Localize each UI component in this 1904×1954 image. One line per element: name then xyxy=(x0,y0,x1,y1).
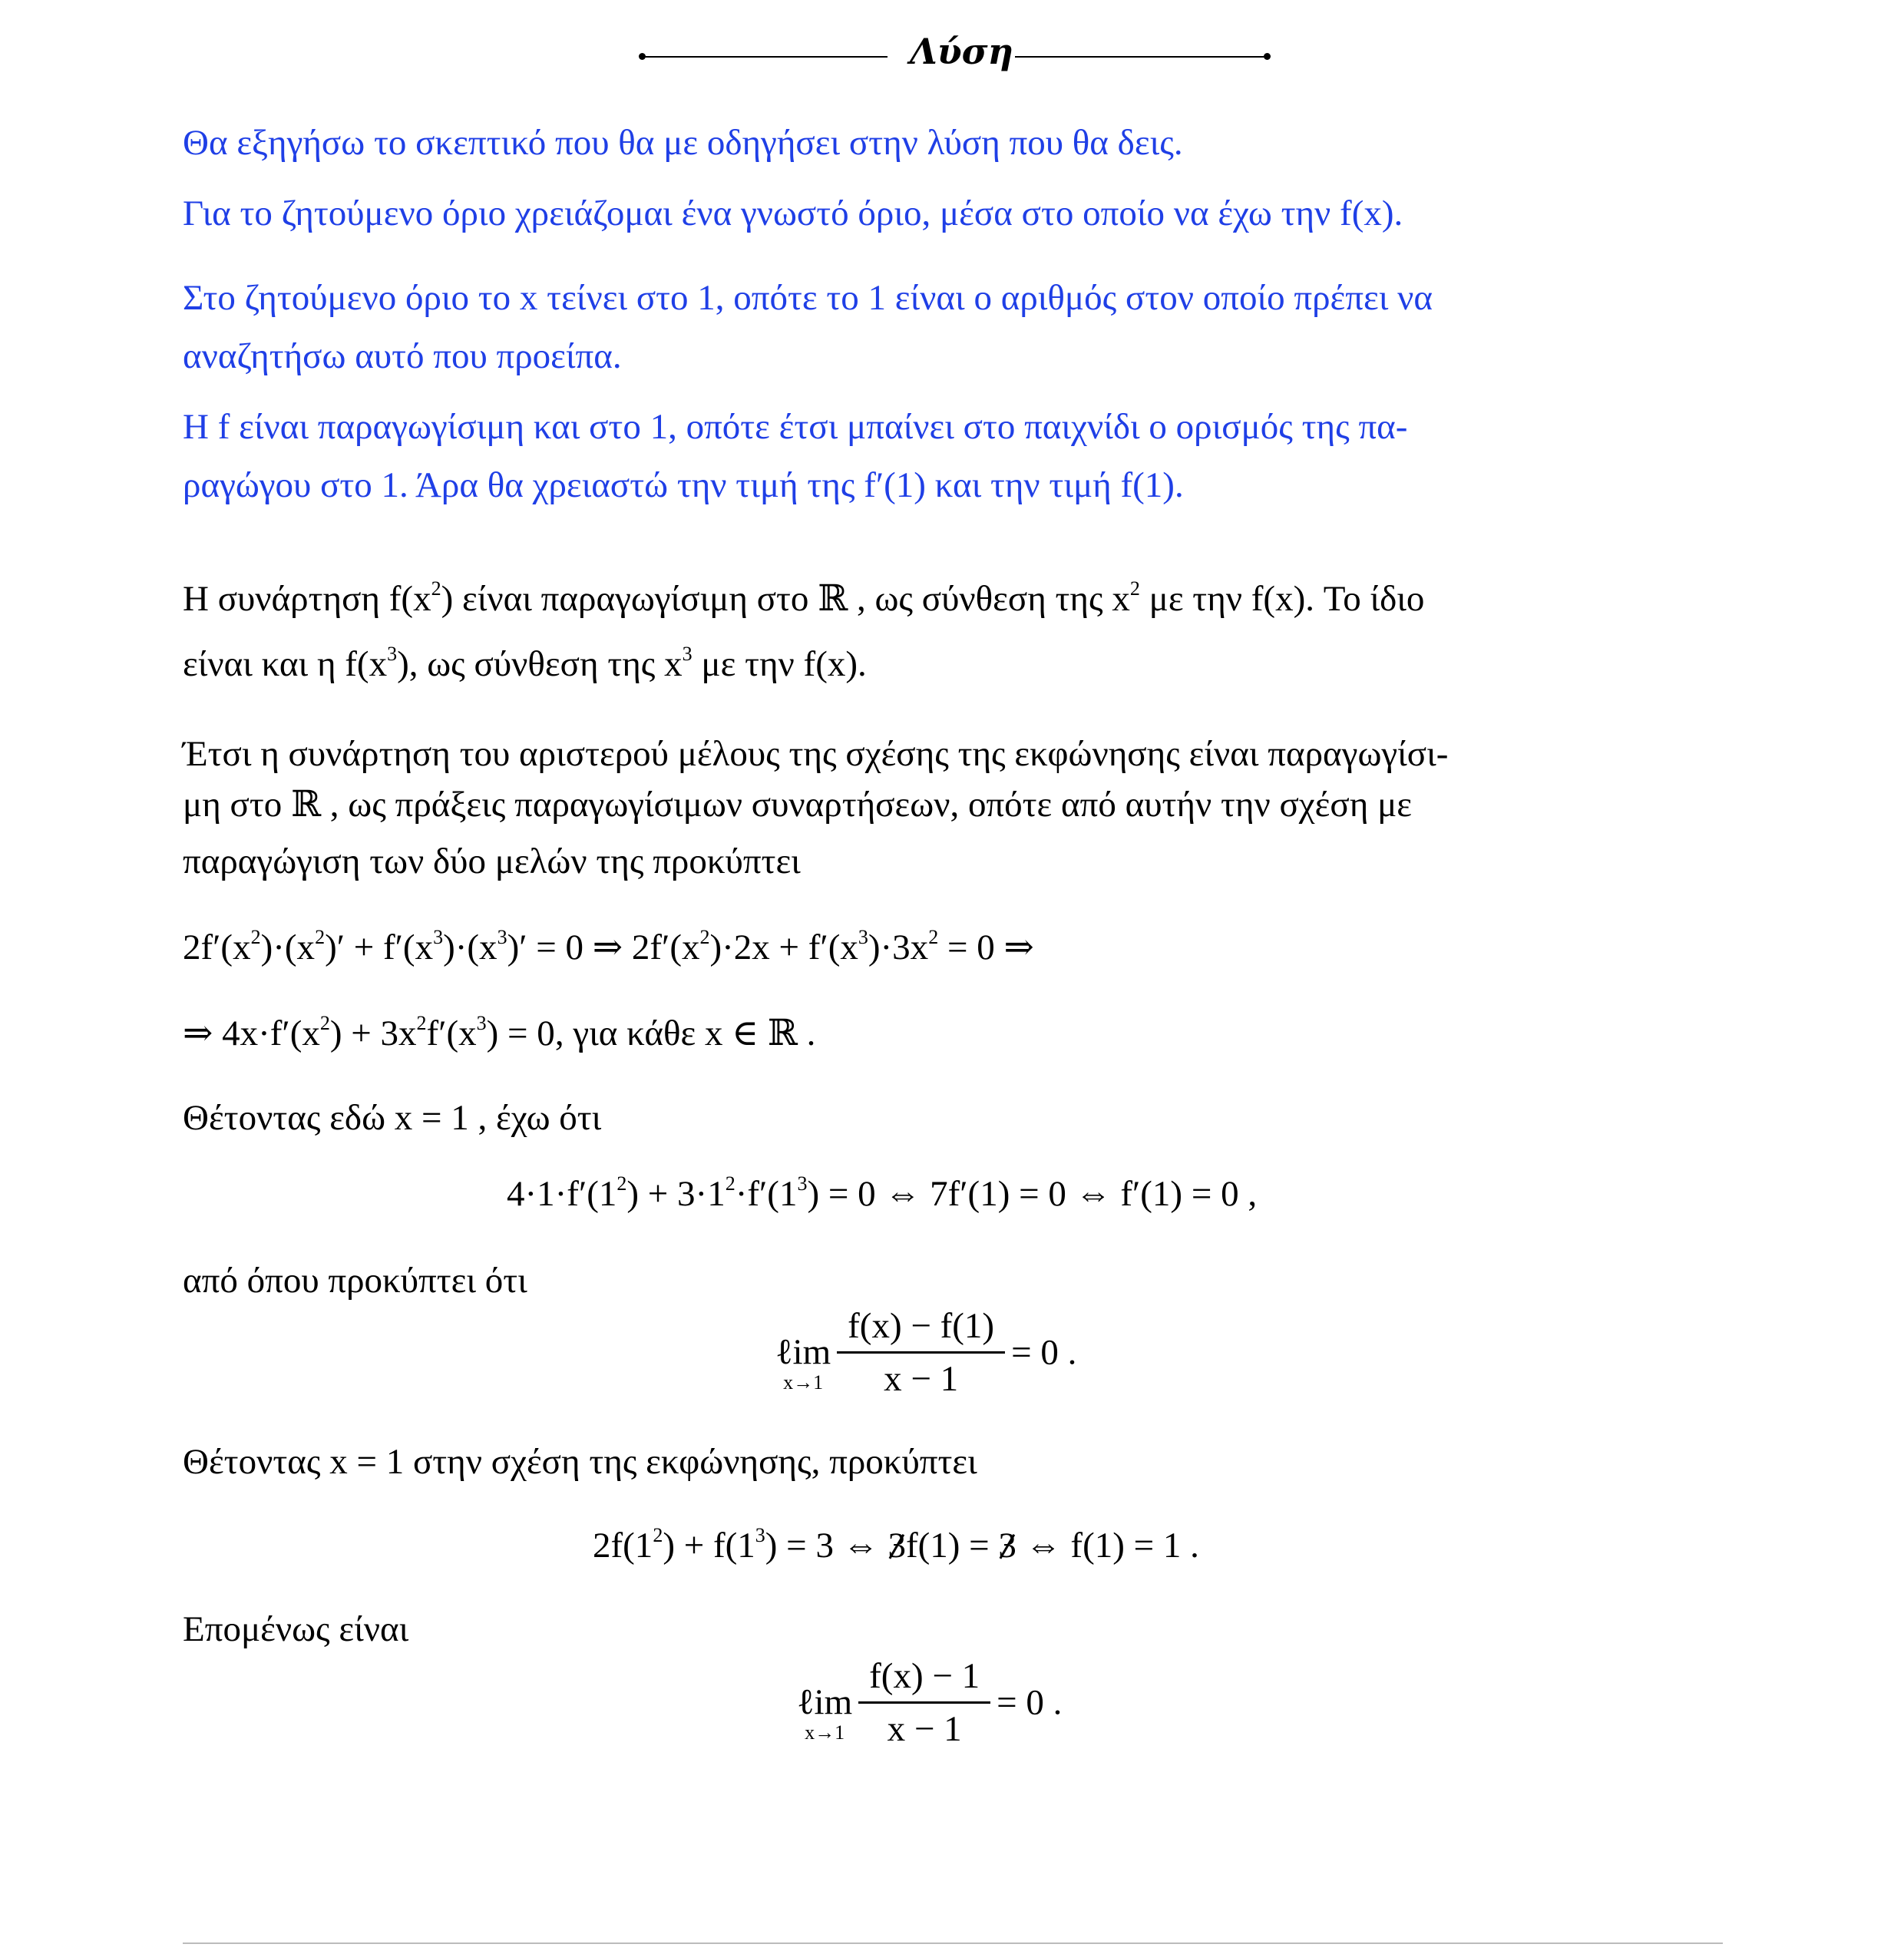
math-x3: $x^3$ xyxy=(664,643,693,684)
difference-quotient: $\frac{f(x) - f(1)}{x - 1}$ xyxy=(837,1305,1005,1400)
limit-operator: ℓim x→1 xyxy=(775,1331,831,1394)
solution-paragraph-2-line-3: παραγώγιση των δύο μελών της προκύπτει xyxy=(183,841,801,881)
explanation-line-1: Θα εξηγήσω το σκεπτικό που θα με οδηγήσει στην λύση που θα δεις. xyxy=(183,123,1183,163)
math-f-x2: $f(x^2)$ xyxy=(388,577,454,619)
math-equation-2: ⇒ $4x\cdot f'(x^2) + 3x^2f'(x^3) = 0$ xyxy=(183,1012,555,1053)
title-rule-right xyxy=(1015,56,1267,58)
page-title: Λύση xyxy=(910,31,1013,72)
solution-paragraph-1-line-1: Η συνάρτηση $f(x^2)$ είναι παραγωγίσιμη στο ℝ , ως σύνθεση της $x^2$ με την f(x). Το ίδιο xyxy=(183,577,1425,619)
explanation-line-5: Η f είναι παραγωγίσιμη και στο 1, οπότε έτσι μπαίνει στο παιχνίδι ο ορισμός της πα- xyxy=(183,407,1408,447)
limit-expression-2: ℓim x→1 $\frac{f(x) - 1}{x - 1}$ = 0 . xyxy=(797,1656,1063,1749)
title-rule-left xyxy=(642,56,888,58)
limit-expression-1: ℓim x→1 $\frac{f(x) - f(1)}{x - 1}$ = 0 . xyxy=(775,1306,1077,1399)
math-f-x3: $f(x^3)$ xyxy=(345,643,409,684)
title-rule-right-dot xyxy=(1264,53,1271,60)
solution-paragraph-2-line-1: Έτσι η συνάρτηση του αριστερού μέλους της σχέσης της εκφώνησης είναι παραγωγίσι- xyxy=(183,734,1449,774)
equation-f-1: $2f(1^2) + f(1^3) = 3$ ⇔ 3f(1) = 3 ⇔ f(1) = 1 . xyxy=(593,1524,1199,1566)
from-where-text: από όπου προκύπτει ότι xyxy=(183,1261,527,1301)
equation-f-prime-1: $4\cdot 1\cdot f'(1^2) + 3\cdot 1^2\cdot f'(1^3) = 0$ ⇔ 7f′(1) = 0 ⇔ f′(1) = 0 , xyxy=(507,1172,1258,1214)
solution-paragraph-1-line-2: είναι και η $f(x^3)$, ως σύνθεση της $x^3$ με την f(x). xyxy=(183,643,867,684)
set-x-in-statement: Θέτοντας x = 1 στην σχέση της εκφώνησης, προκύπτει xyxy=(183,1442,977,1482)
therefore-text: Επομένως είναι xyxy=(183,1609,409,1649)
explanation-line-4: αναζητήσω αυτό που προείπα. xyxy=(183,336,622,376)
explanation-line-2: Για το ζητούμενο όριο χρειάζομαι ένα γνωστό όριο, μέσα στο οποίο να έχω την f(x). xyxy=(183,193,1403,233)
equation-derivative-1: $2f'(x^2)\cdot(x^2)' + f'(x^3)\cdot(x^3)' = 0$ ⇒ $2f'(x^2)\cdot 2x + f'(x^3)\cdot 3x^2 = 0$ ⇒ xyxy=(183,926,1034,967)
explanation-line-6: ραγώγου στο 1. Άρα θα χρειαστώ την τιμή της f′(1) και την τιμή f(1). xyxy=(183,465,1184,505)
set-x-equals-1: Θέτοντας εδώ x = 1 , έχω ότι xyxy=(183,1098,602,1138)
solution-paragraph-2-line-2: μη στο ℝ , ως πράξεις παραγωγίσιμων συναρτήσεων, οπότε από αυτήν την σχέση με xyxy=(183,785,1413,825)
equation-derivative-2: ⇒ $4x\cdot f'(x^2) + 3x^2f'(x^3) = 0$, για κάθε x ∈ ℝ . xyxy=(183,1012,816,1053)
explanation-line-3: Στο ζητούμενο όριο το x τείνει στο 1, οπότε το 1 είναι ο αριθμός στον οποίο πρέπει να xyxy=(183,278,1433,318)
footer-rule xyxy=(183,1942,1723,1944)
limit-operator: ℓim x→1 xyxy=(797,1681,853,1744)
math-x2: $x^2$ xyxy=(1112,577,1140,619)
final-quotient: $\frac{f(x) - 1}{x - 1}$ xyxy=(858,1655,990,1750)
